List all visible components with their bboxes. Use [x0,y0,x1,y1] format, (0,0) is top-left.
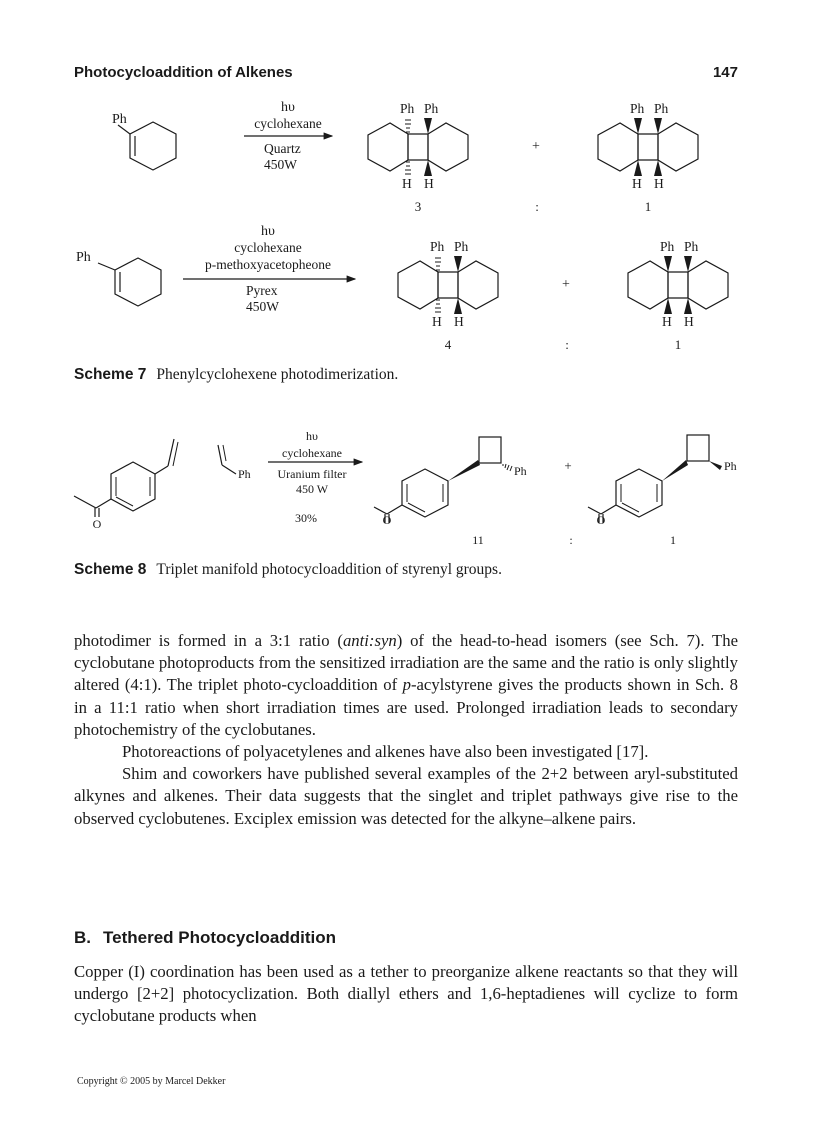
plus-sign: + [564,458,572,473]
product-4-anti-dimer [398,239,498,352]
ph-label: Ph [112,112,127,127]
reaction-arrow-1 [244,100,332,172]
h-label: H [432,314,442,329]
scheme-8-figure [0,425,816,555]
o-label: O [92,517,102,531]
ratio-separator: : [565,337,569,352]
condition-yield: 30% [295,511,317,525]
condition-light: hυ [261,224,275,239]
caption-text: Triplet manifold photocycloaddition of styrenyl groups. [156,561,502,578]
ph-label: Ph [454,239,469,254]
compound-number: 1 [644,199,652,214]
compound-number: 1 [670,533,676,547]
reactant-p-acetylstyrene [74,439,178,531]
o-label: O [382,513,392,527]
reactant-styrene [218,445,251,481]
ph-label: Ph [424,101,439,116]
ratio-separator: : [535,199,539,214]
condition-power: 450W [264,157,297,172]
product-11-cyclobutane [374,437,527,547]
condition-solvent: cyclohexane [234,240,302,255]
ph-label: Ph [238,467,251,481]
reactant-phenylcyclohexene-2 [76,250,161,306]
section-paragraph: Copper (I) coordination has been used as a tether to preorganize alkene reactants so that they will undergo [2+2] photocyclization. Both diallyl ethers and 1,6-heptadienes will cyclize to form cyclobutane products when [74,962,738,1026]
reaction-arrow-2 [183,224,355,314]
caption-text: Phenylcyclohexene photodimerization. [156,366,399,383]
copyright-notice: Copyright © 2005 by Marcel Dekker [77,1076,226,1087]
reaction-arrow-scheme-8 [268,429,362,525]
condition-filter: Uranium filter [277,467,347,481]
paragraph-3: Shim and coworkers have published several examples of the 2+2 between aryl-substituted alkynes and alkenes. Their data suggests that the singlet and triplet pathways give rise to the observed cyclobutenes. Exciplex emission was detected for the alkyne–alkene pairs. [74,764,738,828]
paragraph-2: Photoreactions of polyacetylenes and alkenes have also been investigated [17]. [122,742,649,762]
condition-solvent: cyclohexane [254,116,322,131]
ph-label: Ph [654,101,669,116]
ph-label: Ph [76,250,91,265]
compound-number: 3 [414,199,422,214]
o-label: O [596,513,606,527]
condition-light: hυ [306,429,318,443]
plus-sign: + [532,139,540,154]
ratio-separator: : [569,533,573,547]
product-3-anti-dimer [368,101,468,214]
running-header [74,64,738,84]
scheme-7-figure [0,95,816,355]
product-1-cyclobutane [588,435,737,547]
compound-number: 11 [472,533,484,547]
compound-number: 1 [674,337,682,352]
plus-sign: + [562,277,570,292]
product-1-syn-dimer [628,239,728,352]
h-label: H [424,176,434,191]
condition-power: 450 W [295,482,329,496]
ph-label: Ph [684,239,699,254]
running-title: Photocycloaddition of Alkenes [74,64,293,81]
compound-number: 4 [444,337,452,352]
h-label: H [662,314,672,329]
section-number: B. [74,928,91,947]
ph-label: Ph [430,239,445,254]
ph-label: Ph [630,101,645,116]
condition-sensitizer: p-methoxyacetopheone [205,257,331,272]
condition-solvent: cyclohexane [282,446,342,460]
h-label: H [454,314,464,329]
condition-filter: Pyrex [246,283,278,298]
section-title: Tethered Photocycloaddition [103,928,336,947]
section-heading [74,928,336,948]
section-body [74,961,738,1028]
ph-label: Ph [724,459,737,473]
h-label: H [632,176,642,191]
reactant-phenylcyclohexene-1 [112,112,176,170]
page-number: 147 [712,64,738,81]
h-label: H [684,314,694,329]
paragraph-1: photodimer is formed in a 3:1 ratio (anti:syn) of the head-to-head isomers (see Sch. 7). The cyclobutane photoproducts from the sensitized irradiation are the same and the ratio is only slightly altered (4:1). The triplet photo-cycloaddition of p-acylstyrene gives the products shown in Sch. 8 in a 11:1 ratio when short irradiation times are used. Prolonged irradiation leads to secondary photochemistry of the cyclobutanes. [74,631,738,739]
scheme-8-caption [74,561,502,579]
caption-label: Scheme 7 [74,366,147,383]
ph-label: Ph [400,101,415,116]
condition-power: 450W [246,299,279,314]
ph-label: Ph [660,239,675,254]
caption-label: Scheme 8 [74,561,147,578]
product-1-syn-dimer [598,101,698,214]
ph-label: Ph [514,464,527,478]
condition-light: hυ [281,100,295,115]
h-label: H [654,176,664,191]
condition-filter: Quartz [264,141,301,156]
scheme-7-caption [74,366,398,384]
h-label: H [402,176,412,191]
body-text [74,630,738,830]
